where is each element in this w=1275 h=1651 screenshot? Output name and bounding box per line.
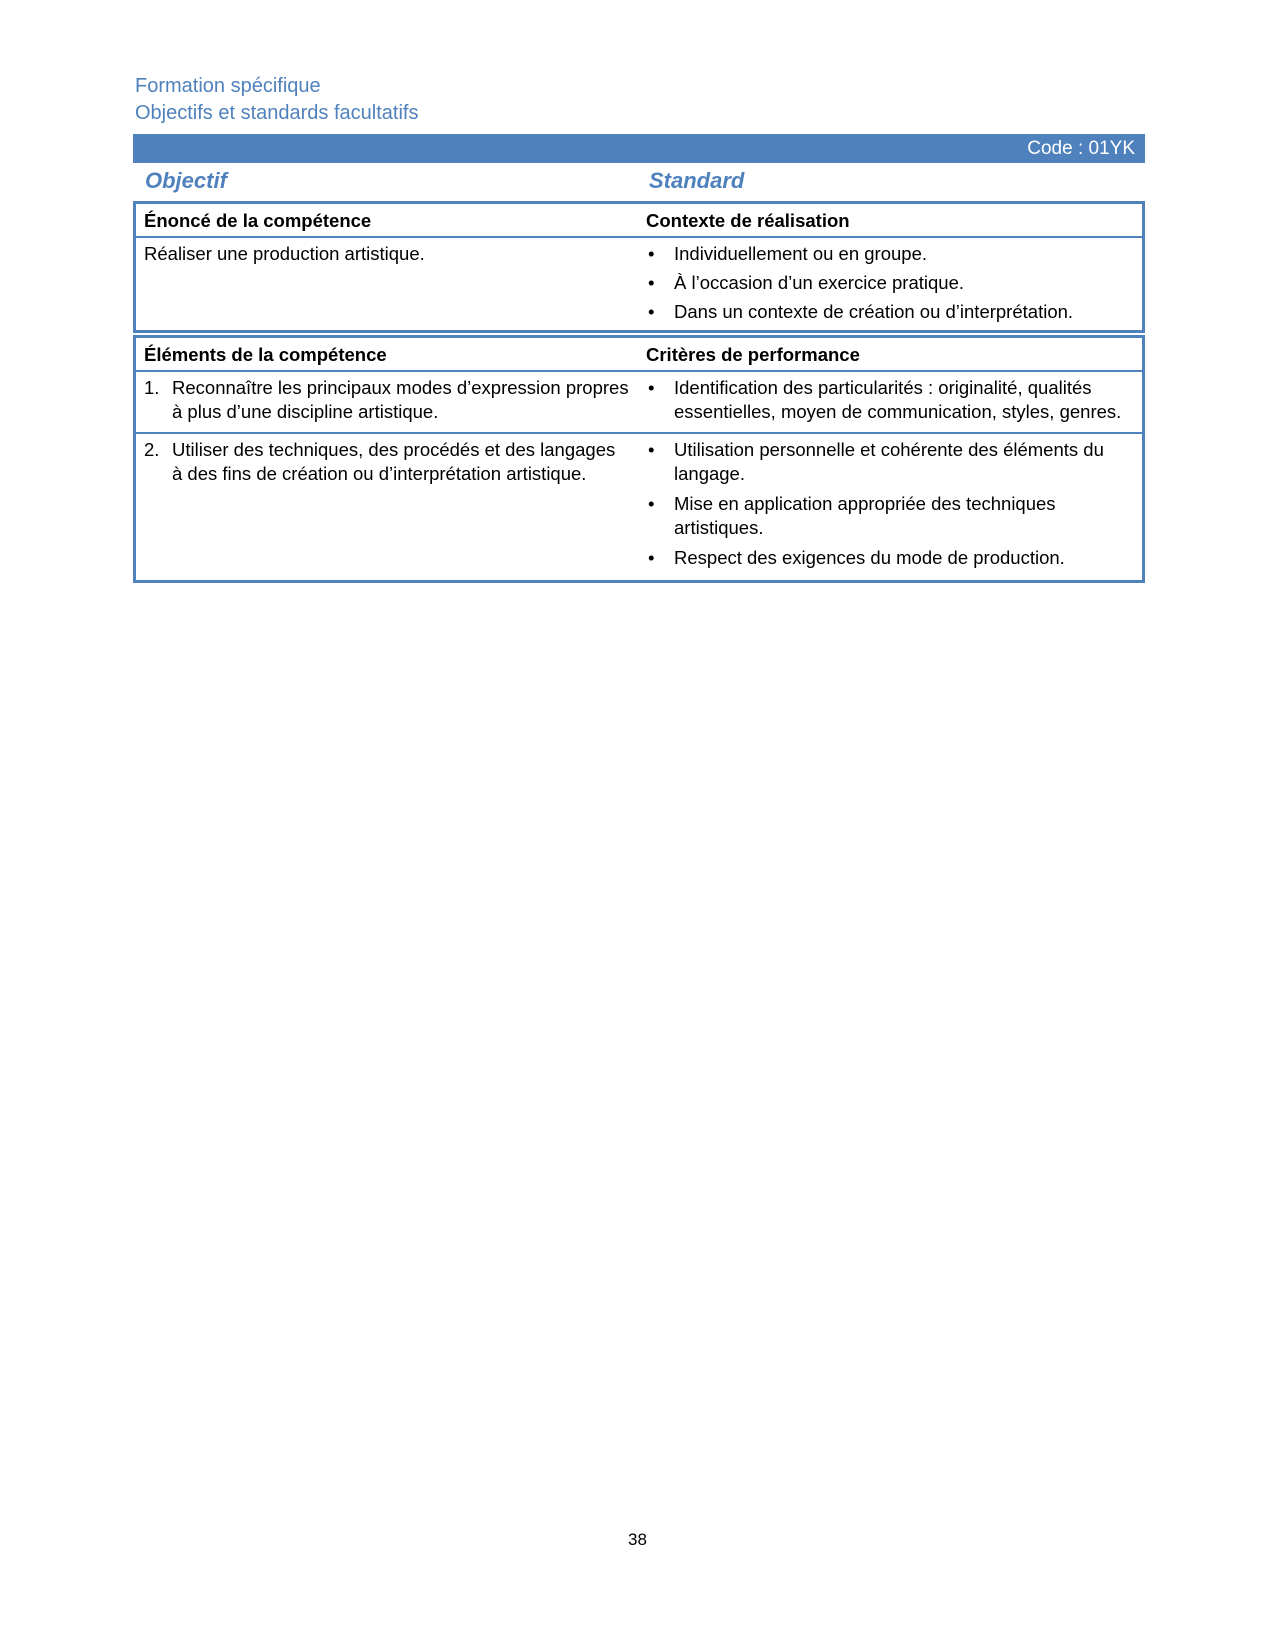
criteres-list <box>646 438 1134 570</box>
list-item: • Dans un contexte de création ou d’interprétation. <box>646 300 1134 324</box>
elements-table <box>133 335 1145 583</box>
list-item: • Individuellement ou en groupe. <box>646 242 1134 266</box>
list-item: • À l’occasion d’un exercice pratique. <box>646 271 1134 295</box>
list-item: • Mise en application appropriée des techniques artistiques. <box>646 492 1134 540</box>
element-number: 1. <box>144 377 160 398</box>
list-item: • Identification des particularités : originalité, qualités essentielles, moyen de communication, styles, genres. <box>646 376 1134 424</box>
table-row <box>135 371 1144 433</box>
element-text: Reconnaître les principaux modes d’expression propres à plus d’une discipline artistique. <box>172 377 629 422</box>
enonce-table <box>133 201 1145 333</box>
header-program-title: Formation spécifique <box>135 75 321 97</box>
element-number: 2. <box>144 439 160 460</box>
list-item: • Utilisation personnelle et cohérente des éléments du langage. <box>646 438 1134 486</box>
standard-title: Standard <box>649 168 745 193</box>
table-row <box>135 433 1144 582</box>
criteres-list <box>646 376 1134 424</box>
contexte-heading: Contexte de réalisation <box>638 203 1144 238</box>
objectif-title: Objectif <box>145 168 227 193</box>
enonce-heading: Énoncé de la compétence <box>135 203 639 238</box>
header-section-title: Objectifs et standards facultatifs <box>135 102 419 124</box>
page-number: 38 <box>628 1530 647 1549</box>
course-code: Code : 01YK <box>1027 137 1135 159</box>
elements-heading: Éléments de la compétence <box>135 337 639 372</box>
code-band <box>133 134 1145 163</box>
element-text: Utiliser des techniques, des procédés et des langages à des fins de création ou d’interprétation artistique. <box>172 439 616 484</box>
list-item: • Respect des exigences du mode de production. <box>646 546 1134 570</box>
enonce-text: Réaliser une production artistique. <box>144 243 425 264</box>
criteres-heading: Critères de performance <box>638 337 1144 372</box>
contexte-list <box>646 242 1134 324</box>
